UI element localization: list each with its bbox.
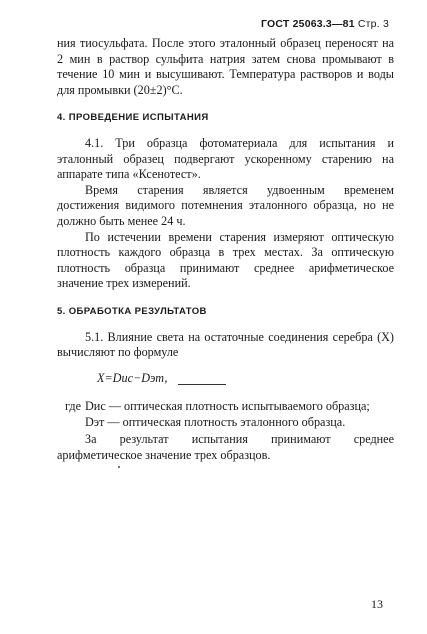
where-word: где <box>65 399 82 414</box>
paragraph-5-1: 5.1. Влияние света на остаточные соединения серебра (X) вычисляют по формуле <box>57 329 394 360</box>
section-4-title: 4. ПРОВЕДЕНИЕ ИСПЫТАНИЯ <box>57 112 209 124</box>
document-body <box>57 36 394 464</box>
page-header <box>261 18 389 30</box>
end-rule <box>178 384 226 385</box>
scan-speck <box>118 466 120 468</box>
legend-d-reference: Dэт — оптическая плотность эталонного образца. <box>85 414 346 429</box>
formula-legend-row-1 <box>57 399 394 415</box>
formula-legend-row-2 <box>57 415 394 431</box>
paragraph-measurement: По истечении времени старения измеряют оптическую плотность каждого образца в трех местах. За оптическую плотность образца принимают среднее арифметическое значение трех измерений. <box>57 229 394 291</box>
paragraph-intro-continuation: ния тиосульфата. После этого эталонный образец переносят на 2 мин в раствор сульфита натрия затем снова промывают в течение 10 мин и высушивают. Температура растворов и воды для промывки (20±2)°C. <box>57 36 394 97</box>
page-label: Стр. 3 <box>357 18 389 30</box>
standard-number: ГОСТ 25063.3—81 <box>260 18 355 30</box>
page-number: 13 <box>371 597 383 611</box>
paragraph-aging-time: Время старения является удвоенным временем достижения видимого потемнения эталонного образца, но не должно быть менее 24 ч. <box>57 182 394 228</box>
paragraph-4-1: 4.1. Три образца фотоматериала для испытания и эталонный образец подвергают ускоренному старению на аппарате типа «Ксенотест». <box>57 135 394 182</box>
section-5-title: 5. ОБРАБОТКА РЕЗУЛЬТАТОВ <box>57 305 207 317</box>
formula: X=Dис−Dэт, <box>97 370 168 385</box>
legend-d-test: Dис — оптическая плотность испытываемого образца; <box>85 399 370 414</box>
paragraph-result: За результат испытания принимают среднее арифметическое значение трех образцов. <box>57 432 394 463</box>
